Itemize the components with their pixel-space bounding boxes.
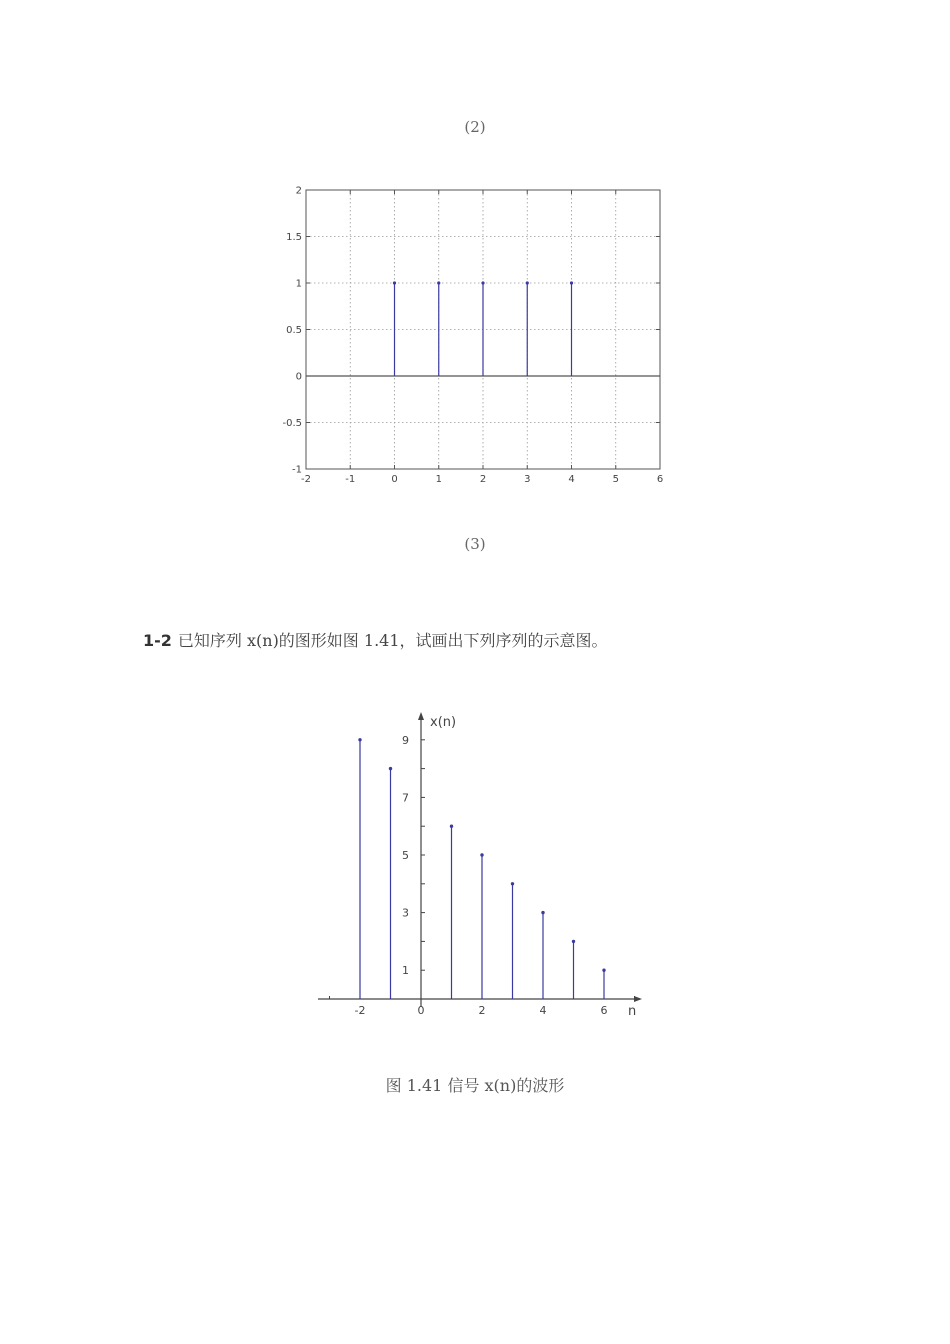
x-tick-label: 6 xyxy=(600,1004,608,1017)
figure-caption: 图 1.41 信号 x(n)的波形 xyxy=(385,1076,565,1095)
y-tick-label: 1 xyxy=(402,964,409,978)
y-tick-label: 5 xyxy=(402,849,409,862)
x-tick-label: 4 xyxy=(539,1004,547,1017)
x-tick-label: -1 xyxy=(345,474,356,485)
stem-point xyxy=(481,281,484,284)
y-axis-arrow xyxy=(418,712,424,720)
x-tick-label: 1 xyxy=(435,474,442,485)
y-tick-label: 9 xyxy=(402,733,409,747)
x-tick-label: -2 xyxy=(354,1004,366,1017)
plot-frame xyxy=(306,190,660,469)
x-axis-arrow xyxy=(634,996,642,1002)
y-tick-label: 1 xyxy=(295,278,302,290)
y-tick-label: -1 xyxy=(292,464,302,476)
x-tick-label: 3 xyxy=(524,474,531,485)
stem-point xyxy=(511,882,514,885)
subfigure-caption-3: (3) xyxy=(464,535,486,553)
y-tick-label: 3 xyxy=(402,906,409,920)
x-tick-label: 0 xyxy=(417,1004,425,1017)
stem-point xyxy=(602,969,605,972)
y-axis-label: x(n) xyxy=(430,715,457,730)
stem-point xyxy=(389,767,392,770)
y-tick-label: 0 xyxy=(295,371,302,383)
x-tick-label: 4 xyxy=(568,474,575,485)
problem-statement xyxy=(143,628,608,651)
stem-point xyxy=(358,738,361,741)
x-tick-label: 2 xyxy=(479,474,487,485)
problem-number: 1-2 xyxy=(143,631,172,650)
subfigure-caption-2: (2) xyxy=(464,118,486,136)
stem-point xyxy=(480,853,483,856)
stem-point xyxy=(393,281,396,284)
x-tick-label: 2 xyxy=(478,1004,486,1017)
x-tick-label: 0 xyxy=(391,474,398,485)
stem-point xyxy=(541,911,544,914)
x-tick-label: -2 xyxy=(301,474,311,485)
stem-point xyxy=(572,940,575,943)
y-tick-label: 1.5 xyxy=(286,232,302,243)
y-tick-label: 7 xyxy=(402,791,409,805)
y-tick-label: 2 xyxy=(295,185,302,197)
stem-point xyxy=(570,281,573,284)
stem-point xyxy=(450,825,453,828)
stem-point xyxy=(437,281,440,284)
y-tick-label: -0.5 xyxy=(282,418,302,429)
problem-text: 已知序列 x(n)的图形如图 1.41，试画出下列序列的示意图。 xyxy=(177,631,608,650)
stem-point xyxy=(526,281,529,284)
x-axis-label: n xyxy=(628,1004,637,1019)
y-tick-label: 0.5 xyxy=(286,325,302,336)
x-tick-label: 5 xyxy=(612,474,619,485)
x-tick-label: 6 xyxy=(656,474,664,485)
